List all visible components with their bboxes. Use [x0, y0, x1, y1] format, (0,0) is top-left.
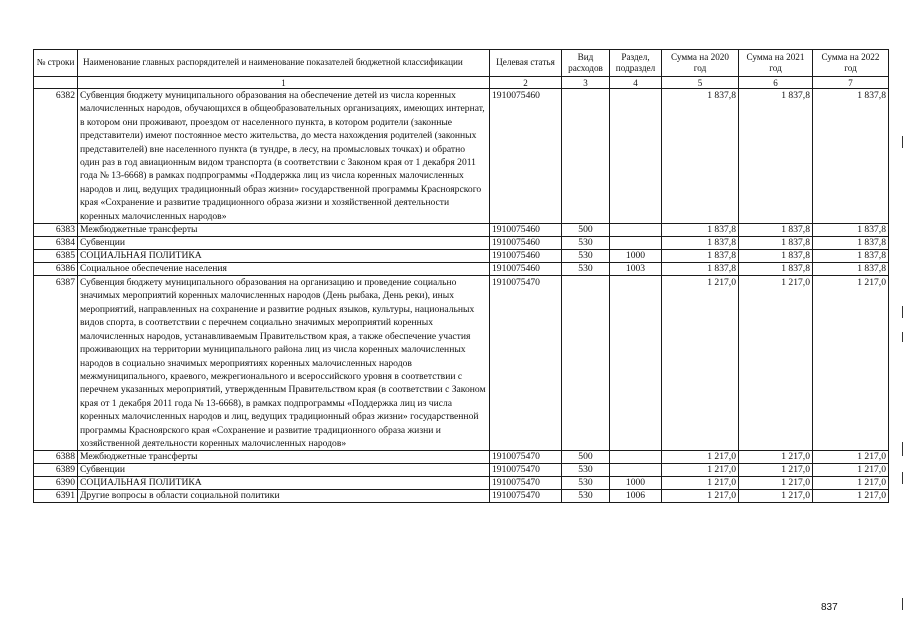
row-number: 6386: [34, 263, 78, 276]
row-sum-2021: 1 217,0: [739, 276, 813, 451]
row-sum-2022: 1 837,8: [813, 263, 889, 276]
row-target: 1910075460: [490, 89, 562, 224]
row-number: 6388: [34, 451, 78, 464]
row-name: Субвенции: [78, 464, 490, 477]
row-section: 1003: [610, 263, 662, 276]
row-sum-2022: 1 217,0: [813, 276, 889, 451]
row-number: 6384: [34, 237, 78, 250]
row-name: Межбюджетные трансферты: [78, 451, 490, 464]
row-number: 6382: [34, 89, 78, 224]
row-sum-2021: 1 837,8: [739, 237, 813, 250]
scan-edge-mark: [902, 136, 903, 148]
table-row: [34, 250, 889, 263]
header-kind: Вид расходов: [562, 50, 610, 77]
row-kind: 530: [562, 263, 610, 276]
row-sum-2020: 1 217,0: [662, 490, 739, 503]
row-number: 6391: [34, 490, 78, 503]
row-section: 1000: [610, 250, 662, 263]
row-kind: 530: [562, 490, 610, 503]
col-number: 6: [739, 77, 813, 89]
header-section: Раздел, подраздел: [610, 50, 662, 77]
table-header: [34, 50, 889, 89]
col-number-blank: [34, 77, 78, 89]
row-sum-2022: 1 837,8: [813, 250, 889, 263]
header-sum-2020: Сумма на 2020 год: [662, 50, 739, 77]
table-row: [34, 451, 889, 464]
row-sum-2020: 1 837,8: [662, 237, 739, 250]
table-row: [34, 276, 889, 451]
row-kind: 530: [562, 237, 610, 250]
row-name: СОЦИАЛЬНАЯ ПОЛИТИКА: [78, 477, 490, 490]
row-number: 6389: [34, 464, 78, 477]
row-name: Межбюджетные трансферты: [78, 224, 490, 237]
table-row: [34, 490, 889, 503]
row-number: 6385: [34, 250, 78, 263]
row-target: 1910075470: [490, 490, 562, 503]
row-target: 1910075470: [490, 464, 562, 477]
page-number: 837: [821, 602, 838, 613]
row-sum-2021: 1 217,0: [739, 490, 813, 503]
row-name: Социальное обеспечение населения: [78, 263, 490, 276]
row-section: [610, 89, 662, 224]
header-target: Целевая статья: [490, 50, 562, 77]
row-number: 6390: [34, 477, 78, 490]
row-kind: 530: [562, 477, 610, 490]
row-sum-2022: 1 837,8: [813, 237, 889, 250]
row-sum-2021: 1 837,8: [739, 224, 813, 237]
header-sum-2022: Сумма на 2022 год: [813, 50, 889, 77]
row-kind: 500: [562, 451, 610, 464]
row-sum-2020: 1 837,8: [662, 89, 739, 224]
row-sum-2022: 1 837,8: [813, 224, 889, 237]
row-section: [610, 464, 662, 477]
row-kind: [562, 276, 610, 451]
row-kind: 530: [562, 250, 610, 263]
row-sum-2021: 1 837,8: [739, 263, 813, 276]
table-body: [34, 89, 889, 503]
col-number: 1: [78, 77, 490, 89]
row-name: Субвенции: [78, 237, 490, 250]
row-target: 1910075470: [490, 477, 562, 490]
row-section: 1006: [610, 490, 662, 503]
row-sum-2020: 1 217,0: [662, 477, 739, 490]
row-section: [610, 451, 662, 464]
row-section: [610, 224, 662, 237]
row-sum-2022: 1 837,8: [813, 89, 889, 224]
col-number: 3: [562, 77, 610, 89]
col-number: 4: [610, 77, 662, 89]
row-kind: 530: [562, 464, 610, 477]
row-sum-2022: 1 217,0: [813, 451, 889, 464]
row-sum-2022: 1 217,0: [813, 464, 889, 477]
row-kind: 500: [562, 224, 610, 237]
col-number: 2: [490, 77, 562, 89]
row-number: 6387: [34, 276, 78, 451]
scan-edge-mark: [902, 332, 903, 342]
row-section: 1000: [610, 477, 662, 490]
row-sum-2020: 1 837,8: [662, 250, 739, 263]
table-row: [34, 237, 889, 250]
table-row: [34, 89, 889, 224]
row-sum-2021: 1 217,0: [739, 477, 813, 490]
budget-table: [33, 49, 889, 503]
row-target: 1910075470: [490, 451, 562, 464]
row-sum-2021: 1 217,0: [739, 451, 813, 464]
row-sum-2020: 1 837,8: [662, 224, 739, 237]
row-sum-2021: 1 837,8: [739, 89, 813, 224]
row-sum-2020: 1 837,8: [662, 263, 739, 276]
table-row: [34, 224, 889, 237]
header-row-no: № строки: [34, 50, 78, 77]
row-name: СОЦИАЛЬНАЯ ПОЛИТИКА: [78, 250, 490, 263]
row-target: 1910075470: [490, 276, 562, 451]
col-number: 5: [662, 77, 739, 89]
header-name: Наименование главных распорядителей и наименование показателей бюджетной классификации: [78, 50, 490, 77]
row-kind: [562, 89, 610, 224]
header-sum-2021: Сумма на 2021 год: [739, 50, 813, 77]
scan-edge-mark: [902, 442, 903, 456]
table-row: [34, 477, 889, 490]
scan-edge-mark: [902, 598, 903, 610]
row-sum-2020: 1 217,0: [662, 451, 739, 464]
row-sum-2022: 1 217,0: [813, 477, 889, 490]
row-target: 1910075460: [490, 224, 562, 237]
row-section: [610, 276, 662, 451]
row-sum-2021: 1 217,0: [739, 464, 813, 477]
scan-edge-mark: [902, 306, 903, 318]
row-number: 6383: [34, 224, 78, 237]
table-row: [34, 263, 889, 276]
row-section: [610, 237, 662, 250]
row-target: 1910075460: [490, 263, 562, 276]
scan-edge-mark: [902, 472, 903, 484]
row-name: Субвенция бюджету муниципального образования на обеспечение детей из числа коренных малочисленных народов, обучающихся в общеобразовательных организациях, имеющих интернат, в котором они проживают, проездом от населенного пункта, в котором родители (законные представители) имеют постоянное место жительства, до места нахождения родителей (законных представителей) вне населенного пункта (в тундре, в лесу, на промысловых точках) и обратно один раз в год авиационным видом транспорта (в соответствии с Законом края от 1 декабря 2011 года № 13-6668) в рамках подпрограммы «Поддержка лиц из числа коренных малочисленных народов и лиц, ведущих традиционный образ жизни» государственной программы Красноярского края «Сохранение и развитие традиционного образа жизни и хозяйственной деятельности коренных малочисленных народов»: [78, 89, 490, 224]
col-number: 7: [813, 77, 889, 89]
row-name: Другие вопросы в области социальной политики: [78, 490, 490, 503]
table-row: [34, 464, 889, 477]
row-target: 1910075460: [490, 250, 562, 263]
row-target: 1910075460: [490, 237, 562, 250]
row-sum-2020: 1 217,0: [662, 276, 739, 451]
row-sum-2021: 1 837,8: [739, 250, 813, 263]
row-sum-2020: 1 217,0: [662, 464, 739, 477]
row-name: Субвенция бюджету муниципального образования на организацию и проведение социально значимых мероприятий коренных малочисленных народов (День рыбака, День реки), иных мероприятий, направленных на сохранение и развитие родных языков, культуры, национальных видов спорта, в соответствии с перечнем социально значимых мероприятий коренных малочисленных народов, устанавливаемым Правительством края, а также обеспечение участия проживающих на территории муниципального района лиц из числа коренных малочисленных народов в социально значимых мероприятиях коренных малочисленных народов межмуниципального, краевого, межрегионального и всероссийского уровня в соответствии с перечнем указанных мероприятий, утвержденным Правительством края (в соответствии с Законом края от 1 декабря 2011 года № 13-6668), в рамках подпрограммы «Поддержка лиц из числа коренных малочисленных народов и лиц, ведущих традиционный образ жизни» государственной программы Красноярского края «Сохранение и развитие традиционного образа жизни и хозяйственной деятельности коренных малочисленных народов»: [78, 276, 490, 451]
row-sum-2022: 1 217,0: [813, 490, 889, 503]
